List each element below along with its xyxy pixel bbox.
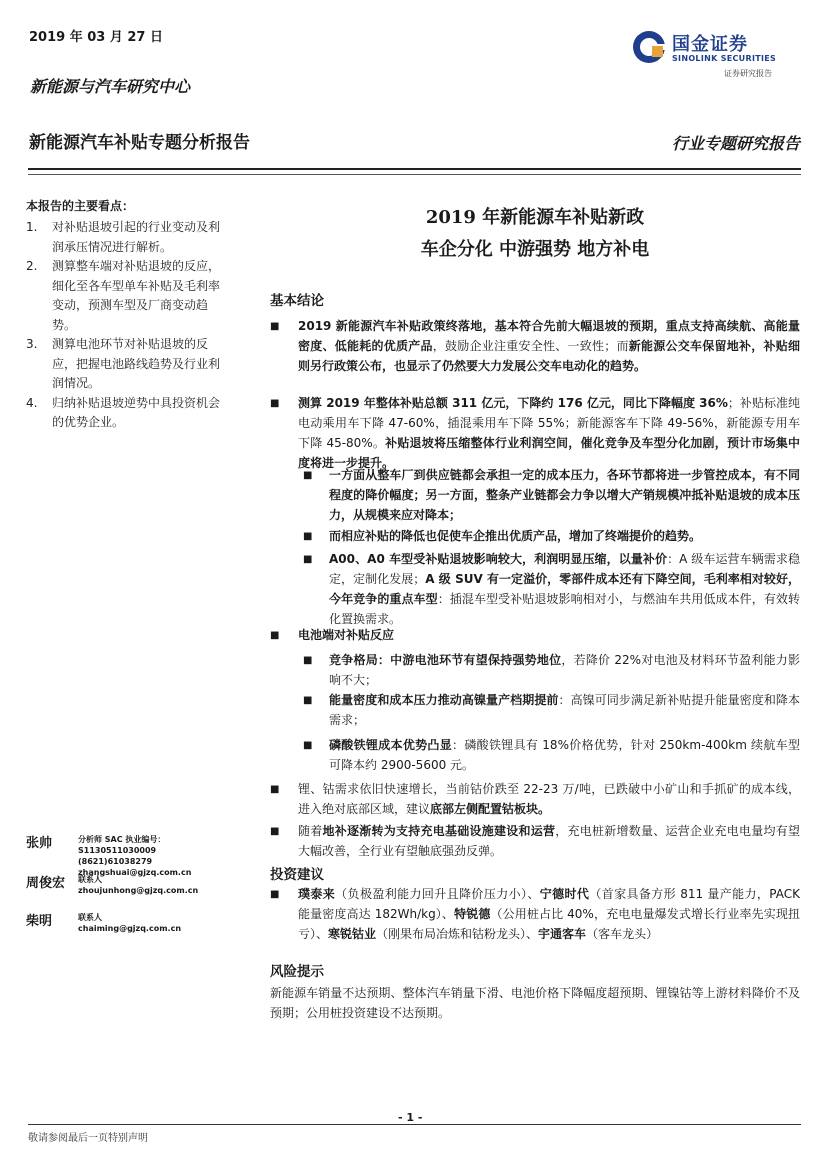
bullet-text (298, 779, 800, 819)
bullet-charging (270, 821, 800, 861)
report-title: 新能源汽车补贴专题分析报告 (29, 133, 250, 153)
bullet-text (329, 735, 800, 775)
bullet-square-icon: ■ (270, 630, 280, 641)
bullet-text (298, 884, 800, 944)
bullet-square-icon: ■ (303, 531, 313, 542)
headline-secondary: 车企分化 中游强势 地方补电 (420, 239, 650, 260)
analyst-role: 联系人 (78, 875, 102, 884)
section-risk: 风险提示 (270, 964, 324, 980)
subbullet-lfp (303, 735, 800, 775)
footer-divider (28, 1124, 801, 1125)
logo-english-name: SINOLINK SECURITIES (672, 54, 777, 63)
bullet-text (329, 690, 800, 730)
company-name: 特锐德 (454, 907, 491, 921)
report-type: 行业专题研究报告 (671, 134, 800, 153)
list-item (26, 394, 231, 433)
header-divider-thin (28, 174, 801, 175)
analyst-email[interactable]: chaiming@gjzq.com.cn (78, 924, 182, 933)
bullet-policy (270, 316, 800, 376)
analyst-name: 柴明 (26, 914, 53, 929)
logo (632, 26, 802, 80)
disclaimer-note: 敬请参阅最后一页特别声明 (28, 1133, 148, 1144)
report-date: 2019 年 03 月 27 日 (29, 30, 163, 45)
bullet-square-icon: ■ (303, 695, 313, 706)
bold-text: A 级 SUV 有一定溢价，零部件成本还有下降空间，毛利率相对较好，今年竞争的重点车型 (329, 572, 800, 606)
list-item-text: 测算整车端对补贴退坡的反应，细化至各车型单车补贴及毛利率变动，预测车型及厂商变动趋势。 (52, 259, 221, 332)
bullet-text (329, 549, 800, 629)
subbullet-cost-pressure (303, 465, 800, 525)
analyst-email[interactable]: zhangshuai@gjzq.com.cn (78, 868, 192, 877)
bold-text: 竞争格局：中游电池环节有望保持强势地位 (329, 653, 562, 667)
plain-text: ，鼓励企业注重安全性、一致性；而 (432, 339, 629, 353)
highlights-title: 本报告的主要看点： (26, 199, 135, 213)
highlights-list (26, 218, 231, 433)
bullet-square-icon: ■ (303, 655, 313, 666)
bullet-square-icon: ■ (270, 398, 280, 409)
header-divider-thick (28, 168, 801, 170)
highlights-panel (26, 197, 231, 433)
section-battery: 电池端对补贴反应 (298, 628, 395, 642)
analyst-email[interactable]: zhoujunhong@gjzq.com.cn (78, 886, 199, 895)
analyst-contact (78, 912, 181, 934)
list-item-number: 4. (26, 395, 38, 410)
bold-text: 地补逐渐转为支持充电基础设施建设和运营 (322, 824, 556, 838)
bold-text: 新能源公交车保留地补，补贴细则另行政策公布，也显示了仍然要大力发展公交车电动化的趋势。 (298, 339, 800, 373)
plain-text: ，若降价 22%对电池及材料环节盈利能力影响不大； (329, 653, 800, 687)
plain-text: 随着 (298, 824, 323, 838)
bullet-square-icon: ■ (303, 740, 313, 751)
plain-text: （负极盈利能力回升且降价压力小）、 (335, 887, 540, 901)
plain-text: 锂、钴需求依旧快速增长，当前钴价跌至 22-23 万/吨，已跌破中小矿山和手抓矿的成本线，进入绝对底部区域，建议 (298, 782, 800, 816)
plain-text: ：A 级车运营车辆需求稳定，定制化发展； (329, 552, 800, 586)
bullet-stocks (270, 884, 800, 944)
bullet-subsidy-total (270, 393, 800, 473)
bullet-text (329, 650, 800, 690)
subbullet-high-nickel (303, 690, 800, 730)
bold-text: 2019 新能源汽车补贴政策终落地，基本符合先前大幅退坡的预期，重点支持高续航、高能量密度、低能耗的优质产品 (298, 319, 800, 353)
list-item-text: 归纳补贴退坡逆势中具投资机会的优势企业。 (52, 395, 221, 429)
bullet-square-icon: ■ (270, 826, 280, 837)
plain-text: （首家具备方形 811 量产能力，PACK 能量密度高达 182Wh/kg）、 (298, 887, 800, 921)
headline-primary: 2019 年新能源车补贴新政 (425, 207, 645, 228)
plain-text: ：磷酸铁锂具有 18%价格优势，针对 250km-400km 续航车型可降本约 2900-5600 元。 (329, 738, 800, 772)
company-name: 寒锐钴业 (328, 927, 377, 941)
list-item (26, 335, 231, 394)
plain-text: （公用桩占比 40%，充电电量爆发式增长行业率先实现扭亏）、 (298, 907, 800, 941)
company-name: 宇通客车 (538, 927, 587, 941)
plain-text: ：高镍可同步满足新补贴提升能量密度和降本需求； (329, 693, 800, 727)
bullet-text: 而相应补贴的降低也促使车企推出优质产品，增加了终端提价的趋势。 (329, 529, 702, 543)
company-name: 璞泰来 (298, 887, 336, 901)
plain-text: ，充电桩新增数量、运营企业充电电量均有望大幅改善，全行业有望触底强劲反弹。 (298, 824, 800, 858)
bullet-text (298, 316, 800, 376)
bold-text: 测算 2019 年整体补贴总额 311 亿元，下降约 176 亿元，同比下降幅度 36% (298, 396, 728, 410)
bold-text: 补贴退坡将压缩整体行业利润空间，催化竞争及车型分化加剧，预计市场集中度将进一步提升。 (298, 436, 800, 470)
analyst-contact (78, 834, 236, 878)
logo-chinese-name: 国金证券 (672, 34, 748, 55)
research-center: 新能源与汽车研究中心 (30, 77, 191, 96)
analyst-phone: (8621)61038279 (78, 857, 153, 866)
subbullet-price-up (303, 526, 800, 547)
subbullet-competition (303, 650, 800, 690)
analyst-credential: 分析师 SAC 执业编号：S1130511030009 (78, 835, 166, 855)
bold-text: 能量密度和成本压力推动高镍量产档期提前 (329, 693, 559, 707)
subbullet-models (303, 549, 800, 629)
bullet-text (298, 393, 800, 473)
logo-subtitle: 证券研究报告 (724, 69, 772, 78)
bold-text: 底部左侧配置钴板块。 (430, 802, 551, 816)
bullet-square-icon: ■ (270, 321, 280, 332)
analyst-name: 周俊宏 (26, 876, 66, 891)
plain-text: （刚果布局冶炼和钴粉龙头）、 (376, 927, 539, 941)
bullet-square-icon: ■ (270, 784, 280, 795)
list-item-number: 1. (26, 220, 38, 234)
bullet-square-icon: ■ (303, 470, 313, 481)
bullet-square-icon: ■ (270, 889, 280, 900)
bullet-square-icon: ■ (303, 554, 313, 565)
risk-text: 新能源车销量不达预期、整体汽车销量下滑、电池价格下降幅度超预期、锂镍钴等上游材料降价不及预期；公用桩投资建设不达预期。 (270, 986, 800, 1020)
bullet-text: 一方面从整车厂到供应链都会承担一定的成本压力，各环节都将进一步管控成本，有不同程度的降价幅度；另一方面，整条产业链都会力争以增大产销规模冲抵补贴退坡的成本压力，从规模来应对降本； (329, 468, 800, 522)
company-name: 宁德时代 (539, 887, 590, 901)
page-number: - 1 - (398, 1111, 423, 1124)
list-item (26, 218, 231, 257)
analyst-name: 张帅 (26, 836, 53, 851)
list-item-number: 3. (26, 337, 38, 351)
plain-text: ：插混车型受补贴退坡影响相对小，与燃油车共用低成本件，有效转化置换需求。 (329, 592, 800, 626)
plain-text: ；补贴标准纯电动乘用车下降 47-60%，插混乘用车下降 55%；新能源客车下降 49-56%，新能源专用车下降 45-80%。 (298, 396, 800, 450)
sinolink-logo-icon (632, 30, 666, 64)
list-item-text: 对补贴退坡引起的行业变动及利润承压情况进行解析。 (52, 220, 221, 254)
bullet-battery (270, 625, 800, 646)
list-item-text: 测算电池环节对补贴退坡的反应，把握电池路线趋势及行业利润情况。 (52, 337, 221, 390)
section-investment: 投资建议 (270, 867, 324, 883)
bullet-cobalt (270, 779, 800, 819)
analyst-contact (78, 874, 198, 896)
bullet-text (298, 821, 800, 861)
risk-text-block (270, 983, 800, 1023)
list-item (26, 257, 231, 335)
analyst-role: 联系人 (78, 913, 102, 922)
bold-text: 磷酸铁锂成本优势凸显 (329, 738, 453, 752)
list-item-number: 2. (26, 259, 38, 273)
plain-text: （客车龙头） (586, 927, 659, 941)
bold-text: A00、A0 车型受补贴退坡影响较大，利润明显压缩，以量补价 (329, 552, 668, 566)
section-basic-conclusion: 基本结论 (270, 293, 324, 309)
